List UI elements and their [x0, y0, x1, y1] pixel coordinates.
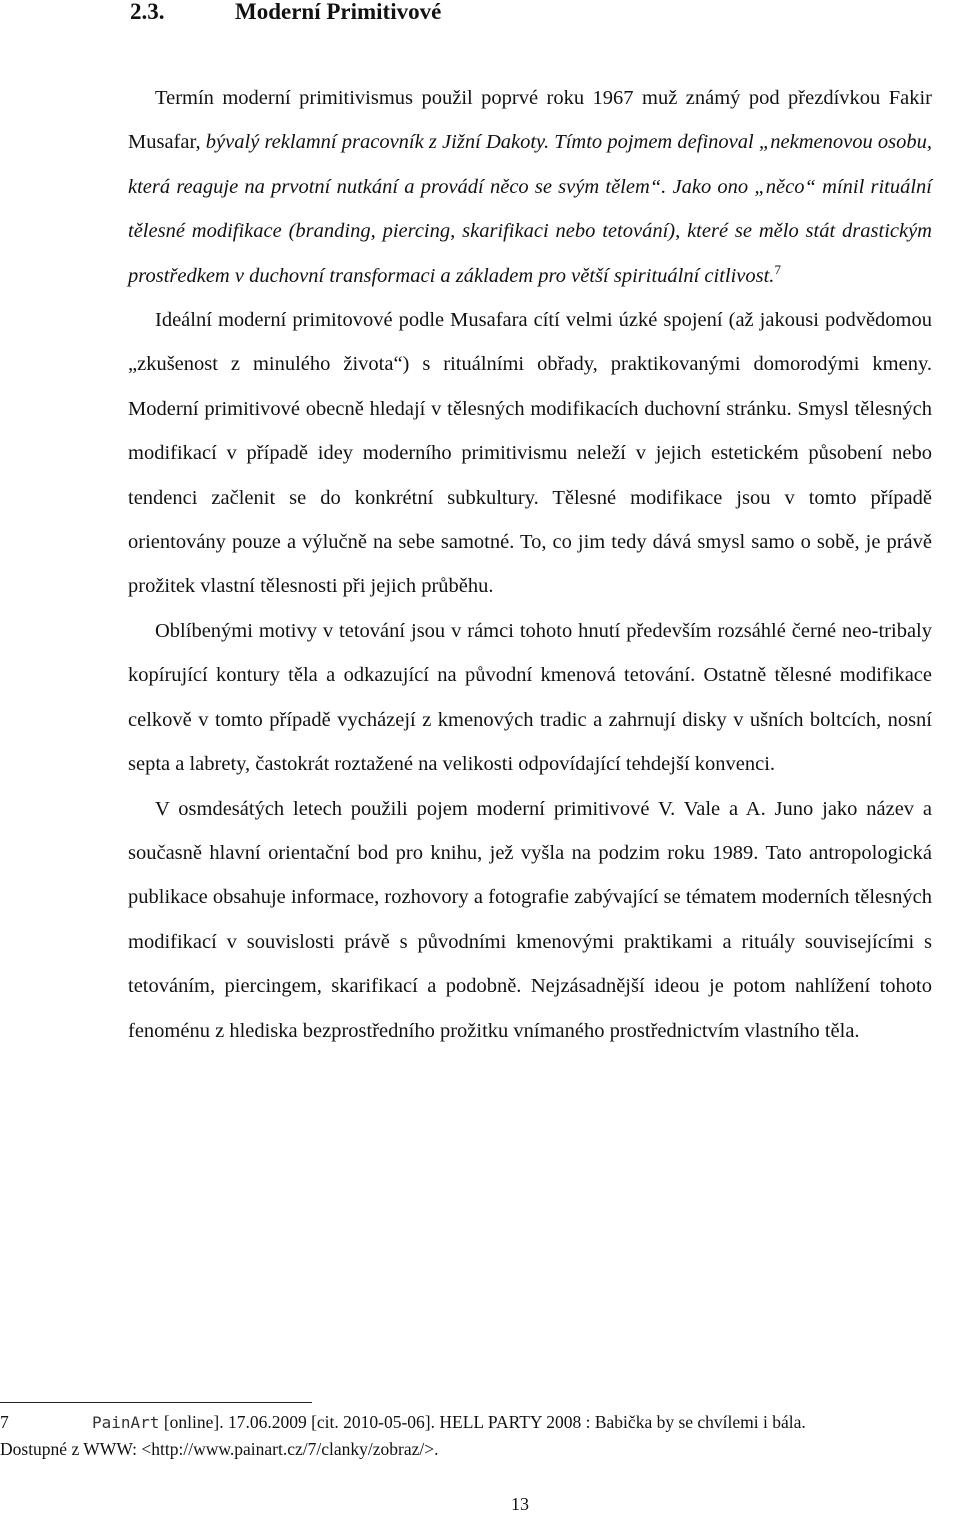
section-heading [130, 0, 441, 32]
footnote-number: 7 [0, 1412, 9, 1432]
body-text [128, 76, 932, 1053]
footnote-line-2: Dostupné z WWW: <http://www.painart.cz/7/clanky/zobraz/>. [0, 1439, 439, 1459]
footnote-line-1 [0, 1409, 960, 1436]
paragraph-1 [128, 76, 932, 298]
footnote-divider [0, 1402, 312, 1403]
footnote [0, 1409, 960, 1463]
paragraph-1-italic: bývalý reklamní pracovník z Jižní Dakoty. Tímto pojmem definoval „nekmenovou osobu, která reaguje na prvotní nutkání a provádí něco se svým tělem“. Jako ono „něco“ mínil rituální tělesné modifikace (branding, piercing, skarifikaci nebo tetování), které se mělo stát drastickým prostředkem v duchovní transformaci a základem pro větší spirituální citlivost. [128, 131, 932, 287]
paragraph-1-intro: Termín moderní primitivismus použil poprvé roku 1967 muž známý pod přezdívkou Fakir Musafar, [128, 87, 932, 154]
footnote-source: PainArt [92, 1413, 160, 1432]
footnote-reference[interactable]: 7 [774, 261, 781, 277]
footnote-citation: [online]. 17.06.2009 [cit. 2010-05-06]. HELL PARTY 2008 : Babička by se chvílemi i bála. [159, 1412, 806, 1432]
paragraph-2: Ideální moderní primitovové podle Musafara cítí velmi úzké spojení (až jakousi podvědomou „zkušenost z minulého života“) s rituálními obřady, praktikovanými domorodými kmeny. Moderní primitivové obecně hledají v tělesných modifikacích duchovní stránku. Smysl tělesných modifikací v případě idey moderního primitivismu neleží v jejich estetickém působení nebo tendenci začlenit se do konkrétní subkultury. Tělesné modifikace jsou v tomto případě orientovány pouze a výlučně na sebe samotné. To, co jim tedy dává smysl samo o sobě, je právě prožitek vlastní tělesnosti při jejich průběhu. [128, 309, 932, 598]
paragraph-4: V osmdesátých letech použili pojem moderní primitivové V. Vale a A. Juno jako název a současně hlavní orientační bod pro knihu, jež vyšla na podzim roku 1989. Tato antropologická publikace obsahuje informace, rozhovory a fotografie zabývající se tématem moderních tělesných modifikací v souvislosti právě s původními kmenovými praktikami a rituály souvisejícími s tetováním, piercingem, skarifikací a podobně. Nejzásadnější ideou je potom nahlížení tohoto fenoménu z hlediska bezprostředního prožitku vnímaného prostřednictvím vlastního těla. [128, 797, 932, 1042]
paragraph-3: Oblíbenými motivy v tetování jsou v rámci tohoto hnutí především rozsáhlé černé neo-tribaly kopírující kontury těla a odkazující na původní kmenová tetování. Ostatně tělesné modifikace celkově v tomto případě vycházejí z kmenových tradic a zahrnují disky v ušních boltcích, nosní septa a labrety, častokrát roztažené na velikosti odpovídající tehdejší konvenci. [128, 619, 932, 776]
section-title: Moderní Primitivové [235, 0, 442, 24]
section-number: 2.3. [130, 0, 165, 24]
page-number: 13 [511, 1494, 529, 1514]
